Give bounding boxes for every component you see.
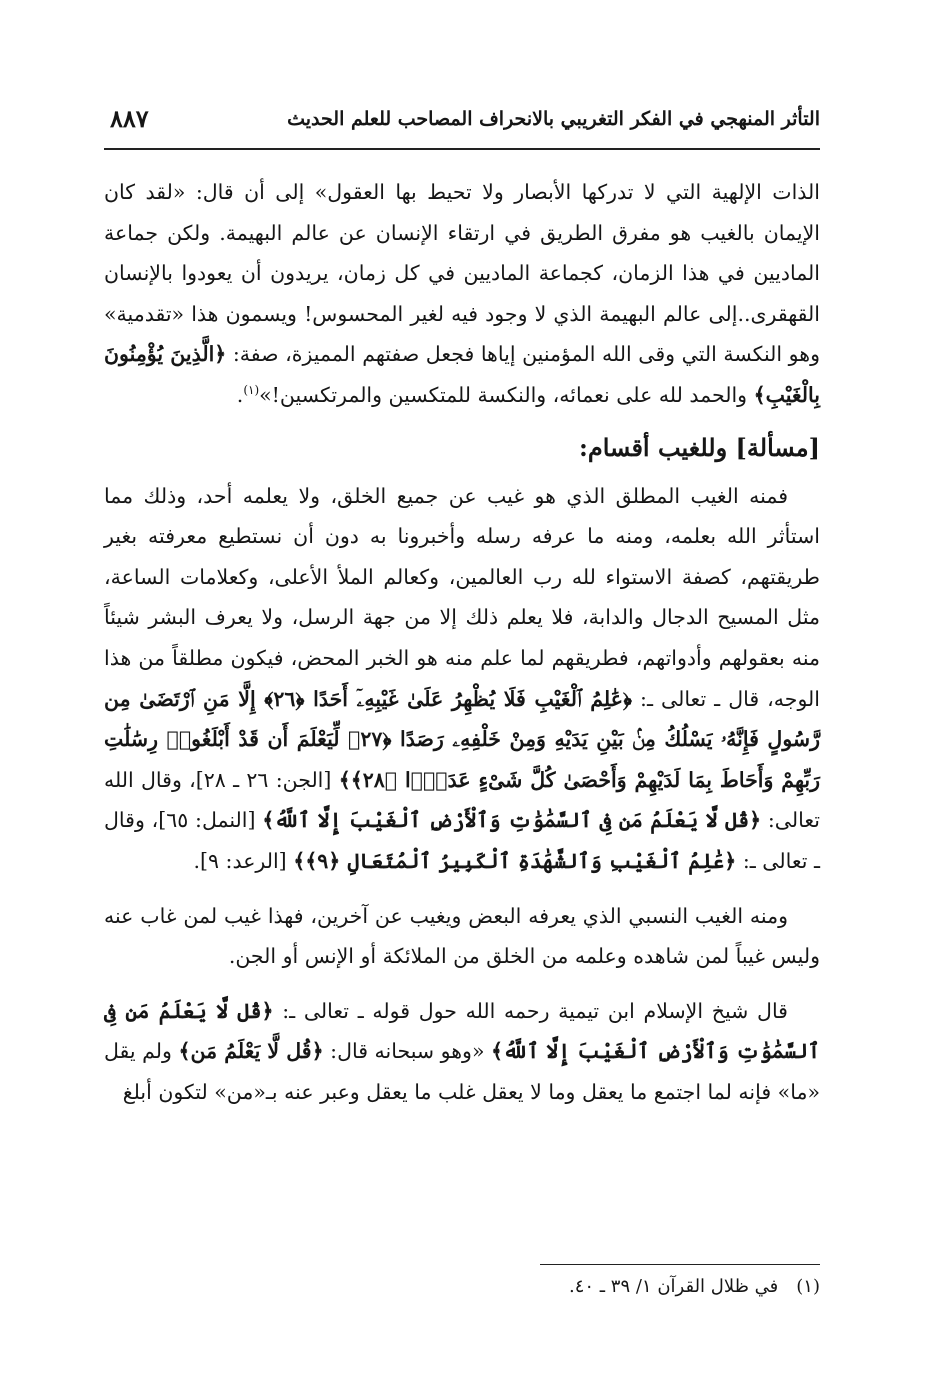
footnote-reference[interactable]: (١): [243, 383, 260, 398]
quran-verse: ﴿عَٰلِمُ ٱلْغَيْبِ فَلَا يُظْهِرُ عَلَىٰ غَيْبِهِۦٓ أَحَدًا ﴿٢٦﴾ إِلَّا مَنِ ٱرْتَضَىٰ مِن رَّسُولٍ فَإِنَّهُۥ يَسْلُكُ مِنۢ بَيْنِ يَدَيْهِ وَمِنْ خَلْفِهِۦ رَصَدًا ﴿٢٧﴾ لِّيَعْلَمَ أَن قَدْ أَبْلَغُوا۟ رِسَٰلَٰتِ رَبِّهِمْ وَأَحَاطَ بِمَا لَدَيْهِمْ وَأَحْصَىٰ كُلَّ شَىْءٍ عَدَدًۢا ﴿٢٨﴾﴾: [104, 686, 820, 792]
page-body: [104, 172, 820, 1112]
quran-verse: ﴿قُل لَّا يَعْلَمُ مَن فِى ٱلسَّمَٰوَٰتِ وَٱلْأَرْضِ ٱلْغَيْبَ إِلَّا ٱللَّهُ﴾: [262, 808, 762, 833]
verse-reference: [الرعد: ٩].: [193, 848, 287, 873]
paragraph-text: «وهو سبحانه قال:: [330, 1039, 485, 1064]
paragraph-text: فمنه الغيب المطلق الذي هو غيب عن جميع الخلق، ولا يعلمه أحد، وذلك مما استأثر الله بعلمه، ومنه ما عرفه رسله وأخبرونا به دون أن نستطيع معرفته بغير طريقتهم، كصفة الاستواء لله رب العالمين، وكعالم الملأ الأعلى، وكعلامات الساعة، مثل المسيح الدجال والدابة، فلا يعلم ذلك إلا من جهة الرسل، ولا يعرف البشر شيئاً منه بعقولهم وأدواتهم، فطريقهم لما علم منه هو الخبر المحض، فيكون مطلقاً من هذا الوجه، قال ـ تعالى ـ:: [104, 483, 820, 711]
verse-reference: [الجن: ٢٦ ـ ٢٨]، وقال الله تعالى:: [104, 767, 820, 833]
absolute-unseen-paragraph: [104, 476, 820, 882]
footnote-divider: [540, 1264, 820, 1265]
relative-unseen-paragraph: ومنه الغيب النسبي الذي يعرفه البعض ويغيب عن آخرين، فهذا غيب لمن غاب عنه وليس غيباً لمن شاهده وعلمه من الخلق من الملائكة أو الإنس أو الجن.: [104, 903, 820, 969]
quote-text-end: والحمد لله على نعمائه، والنكسة للمتكسين والمرتكسين!»: [259, 382, 748, 407]
quran-verse: ﴿الَّذِينَ يُؤْمِنُونَ بِالْغَيْبِ﴾: [104, 342, 820, 407]
quote-period: .: [236, 382, 244, 407]
page-header: [104, 102, 820, 150]
quote-text: الذات الإلهية التي لا تدركها الأبصار ولا تحيط بها العقول» إلى أن قال: «لقد كان الإيمان بالغيب هو مفرق الطريق في ارتقاء الإنسان عن عالم البهيمة. ولكن جماعة الماديين في هذا الزمان، كجماعة الماديين في كل زمان، يريدون أن يعودوا بالإنسان القهقرى..إلى عالم البهيمة الذي لا وجود فيه لغير المحسوس! ويسمون هذا «تقدمية» وهو النكسة التي وقى الله المؤمنين إياها فجعل صفتهم المميزة، صفة:: [104, 180, 820, 367]
verse-reference: [النمل: ٦٥]، وقال ـ تعالى ـ:: [104, 808, 820, 873]
ibn-taymiyyah-paragraph: [104, 991, 820, 1113]
quran-verse: ﴿قُل لَّا يَعْلَمُ مَن فِى ٱلسَّمَٰوَٰتِ وَٱلْأَرْضِ ٱلْغَيْبَ إِلَّا ٱللَّهُ﴾: [104, 998, 820, 1064]
paragraph-text: قال شيخ الإسلام ابن تيمية رحمه الله حول قوله ـ تعالى ـ:: [282, 998, 788, 1023]
footnote-number: (١): [796, 1276, 820, 1297]
quran-verse: ﴿عَٰلِمُ ٱلْغَيْبِ وَٱلشَّهَٰدَةِ ٱلْكَبِيرُ ٱلْمُتَعَالِ ﴿٩﴾﴾: [293, 848, 737, 873]
paragraph-gap: [104, 882, 820, 896]
running-title: التأثر المنهجي في الفكر التغريبي بالانحراف المصاحب للعلم الحديث: [287, 108, 820, 130]
quote-paragraph: [104, 172, 820, 416]
footnote: [569, 1276, 820, 1297]
page-number: ٨٨٧: [110, 104, 149, 133]
paragraph-text: ولم يقل «ما» فإنه لما اجتمع ما يعقل وما لا يعقل غلب ما يعقل وعبر عنه بـ«من» لتكون أبلغ: [104, 1039, 820, 1104]
footnote-text: في ظلال القرآن ١/ ٣٩ ـ ٤٠.: [568, 1276, 779, 1297]
quran-verse: ﴿قُل لَّا يَعْلَمُ مَن﴾: [178, 1039, 324, 1064]
paragraph-gap: [104, 977, 820, 991]
section-heading: [مسألة] وللغيب أقسام:: [579, 432, 820, 462]
